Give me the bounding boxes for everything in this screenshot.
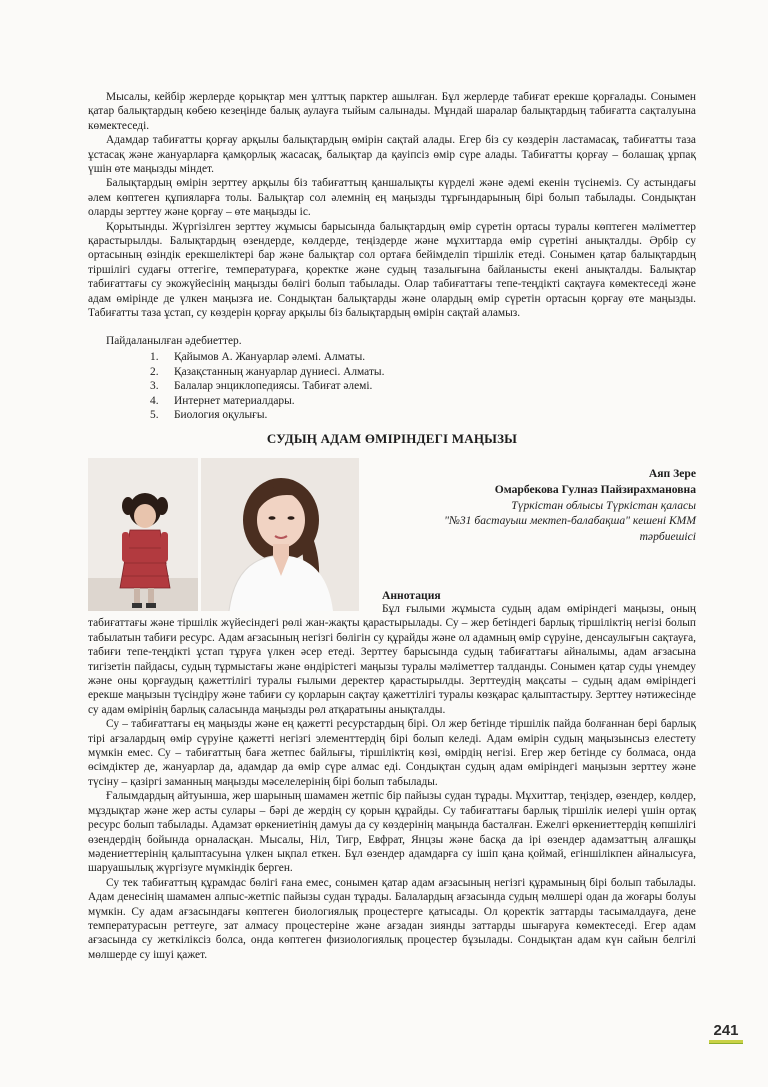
reference-item [150, 350, 384, 365]
reference-text: Қайымов А. Жануарлар әлемі. Алматы. [174, 351, 366, 363]
teacher-photo-illustration [201, 458, 359, 611]
author-affiliation: тәрбиешісі [639, 530, 696, 544]
reference-text: Биология оқулығы. [174, 409, 268, 422]
reference-text: Интернет материалдары. [174, 394, 295, 407]
reference-item [150, 408, 384, 423]
paragraph: Адамдар табиғатты қорғау арқылы балықтардың өмірін сақтай алады. Егер біз су көздерін ластамасақ, табиғатты таза ұстасақ және жануарларға қамқорлық жасасақ, балықтар да қауіпсіз өмір сүре алады. Табиғатты қорғау – болашақ ұрпақ үшін өте маңызды міндет. [88, 134, 696, 176]
paragraph: Су – табиғаттағы ең маңызды және ең қажетті ресурстардың бірі. Ол жер бетінде тіршілік пайда болғаннан бері барлық тірі ағзалардың өмір сүруіне қажетті негізгі элементтердің бірі болып келеді. Адам өмірін судың маңызынсыз елестету мүмкін емес. Су – табиғаттың баға жетпес байлығы, тіршіліктің көзі, өмірдің негізі. Егер жер бетінде су болмаса, онда өсімдіктер де, жануарлар да, адамдар да өмір сүре алмас еді. Сондықтан судың адам өміріндегі маңызын зерттеу және түсіну – қазіргі заманның маңызды мәселелерінің бірі болып табылады. [88, 718, 696, 788]
reference-number: 2. [150, 365, 159, 378]
article-body [88, 602, 696, 962]
author-affiliation: "№31 бастауыш мектеп-балабақша" кешені КММ [444, 514, 696, 528]
page-number-underline-accent [709, 1043, 743, 1044]
annotation-heading: Аннотация [382, 589, 441, 602]
paragraph: Ғалымдардың айтуынша, жер шарының шамамен жетпіс бір пайызы судан тұрады. Мұхиттар, теңіздер, өзендер, көлдер, мұздықтар және жер асты сулары – бәрі де жердің су қорын құрайды. Су табиғаттағы барлық тіршілік иелері үшін ортақ ресурс болып табылады. Адамзат өркениетінің дамуы да су көздерінің маңында басталған. Ежелгі өркениеттердің көпшілігі өзендердің бойында орналасқан. Мысалы, Ніл, Тигр, Евфрат, Янцзы және басқа да ірі өзендер адамзаттың алғашқы мәдениеттерінің қалыптасуына үлкен ықпал еткен. Бұл өзендер адамдарға су ішіп қана қоймай, егіншілікпен айналысуға, шаруашылық жүргізуге мүмкіндік берген. [88, 790, 696, 875]
article-title: СУДЫҢ АДАМ ӨМІРІНДЕГІ МАҢЫЗЫ [266, 431, 518, 446]
child-photo [88, 458, 198, 611]
child-photo-illustration [88, 458, 198, 611]
reference-number: 1. [150, 351, 159, 363]
references-list [150, 350, 384, 423]
author-name: Омарбекова Гулназ Пайзирахмановна [494, 482, 696, 496]
reference-item [150, 394, 384, 409]
reference-item [150, 365, 384, 380]
reference-number: 5. [150, 409, 159, 422]
author-name: Аяп Зере [648, 467, 696, 480]
author-affiliation: Түркістан облысы Түркістан қаласы [511, 498, 696, 512]
paragraph: Балықтардың өмірін зерттеу арқылы біз табиғаттың қаншалықты күрделі және әдемі екенін түсінеміз. Су астындағы әлем көптеген құпияларға толы. Балықтар сол әлемнің ең маңызды тұрғындарының бірі болып табылады. Сондықтан оларды зерттеу және қорғау – өте маңызды іс. [88, 177, 696, 219]
paragraph: Бұл ғылыми жұмыста судың адам өміріндегі маңызы, оның табиғаттағы және тіршілік жүйесіндегі рөлі жан-жақты қарастырылады. Су – жер бетіндегі барлық тіршіліктің негізі болып табылатын табиғи ресурс. Адам ағзасының негізгі бөлігін су құрайды және ол адамның өмір сүруіне, денсаулығын сақтауға, табиғи тепе-теңдікті ұстап тұруға үлкен әсер етеді. Зерттеу барысында судың табиғаттағы айналымы, адам ағзасына тигізетін пайдасы, судың тұрмыстағы және өндірістегі маңызы туралы мәліметтер талданды. Сонымен қатар суды үнемдеу және оны қорғаудың қажеттілігі туралы ғылыми деректер қарастырылды. Зерттеудің мақсаты – судың адам өміріндегі ерекше маңызын түсіндіру және табиғи су қорларын сақтау қажеттілігі туралы көзқарас қалыптастыру. Зерттеу нәтижесінде су адам өмірінің барлық саласында маңызды рөл атқаратыны анықталды. [88, 603, 696, 716]
author-block [444, 466, 696, 545]
references-heading: Пайдаланылған әдебиеттер. [106, 335, 242, 347]
page-number: 241 [713, 1022, 739, 1039]
intro-section [88, 90, 696, 321]
teacher-photo [201, 458, 359, 611]
reference-number: 4. [150, 394, 159, 407]
reference-text: Балалар энциклопедиясы. Табиғат әлемі. [174, 380, 373, 393]
reference-text: Қазақстанның жануарлар дүниесі. Алматы. [174, 365, 385, 378]
reference-item [150, 379, 384, 394]
paragraph: Мысалы, кейбір жерлерде қорықтар мен ұлттық парктер ашылған. Бұл жерлерде табиғат ерекше қорғалады. Сонымен қатар балықтардың көбею кезеңінде балық аулауға тыйым салынады. Мұндай шаралар балықтардың табиғатта сақталуына көмектеседі. [88, 91, 696, 132]
reference-number: 3. [150, 380, 159, 393]
paragraph: Қорытынды. Жүргізілген зерттеу жұмысы барысында балықтардың өмір сүретін ортасы туралы көптеген мәліметтер қарастырылды. Балықтардың өзендерде, көлдерде, теңіздерде және мұхиттарда өмір сүретіні анықталды. Әрбір су ортасының өзіндік ерекшеліктері бар және балықтар сол ортаға бейімделіп тіршілік етеді. Сонымен қатар балықтардың тіршілігі судағы оттегіге, температураға, қоректке және судың тазалығына байланысты екені анықталды. Балықтар табиғаттағы су экожүйесінің маңызды бөлігі болып табылады. Олар табиғаттағы тепе-теңдікті сақтауға көмектеседі және адам өмірінде де үлкен маңызға ие. Сондықтан балықтарды және олардың өмір сүретін ортасын қорғау өте маңызды. Табиғатты таза ұстап, су көздерін қорғау арқылы біз балықтардың өмірін сақтай аламыз. [88, 220, 696, 320]
paragraph: Су тек табиғаттың құрамдас бөлігі ғана емес, сонымен қатар адам ағзасының негізгі құрамының бірі болып табылады. Адам денесінің шамамен алпыс-жетпіс пайызы судан тұрады. Балалардың ағзасында судың мөлшері одан да жоғары болуы мүмкін. Су адам ағзасындағы көптеген биологиялық процестерге қатысады. Ол қоректік заттарды тасымалдауға, дене температурасын реттеуге, зат алмасу процестеріне және ағзадан зиянды заттарды шығаруға көмектеседі. Егер адам ағзасында су жеткіліксіз болса, онда көптеген физиологиялық процестер бұзылады. Сондықтан адам күн сайын белгілі мөлшерде су ішуі қажет. [88, 876, 696, 961]
